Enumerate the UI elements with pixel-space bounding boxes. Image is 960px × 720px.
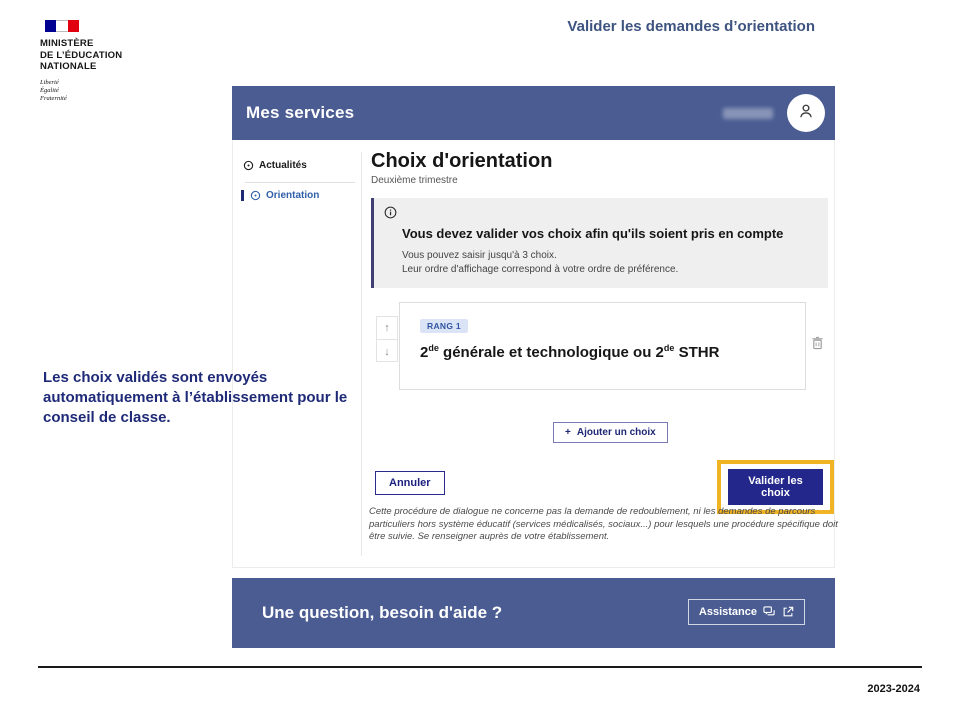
arrow-down-icon: ↓ xyxy=(384,345,390,358)
external-link-icon xyxy=(782,606,794,618)
help-question: Une question, besoin d'aide ? xyxy=(262,603,503,622)
motto-line: Égalité xyxy=(40,86,59,94)
arrow-up-icon: ↑ xyxy=(384,322,390,334)
sidebar-main-divider xyxy=(361,152,362,556)
slide-title: Valider les demandes d’orientation xyxy=(567,18,815,35)
plus-icon: + xyxy=(565,427,571,438)
sidebar-item-label: Orientation xyxy=(266,190,320,201)
cancel-button[interactable]: Annuler xyxy=(375,471,445,495)
delete-choice-button[interactable] xyxy=(811,336,824,355)
procedure-footnote: Cette procédure de dialogue ne concerne pas la demande de redoublement, ni les demandes de parcours particuliers hors système éducatif (services médicalisés, sociaux...) pour lesquels une procédure spécifique doit être suivie. Se renseigner auprès de votre établissement. xyxy=(369,506,838,542)
page-title: Choix d'orientation xyxy=(371,150,553,172)
reorder-controls xyxy=(376,316,398,362)
info-callout xyxy=(371,198,828,288)
chat-icon xyxy=(763,606,776,618)
app-content xyxy=(232,140,838,568)
callout-title: Vous devez valider vos choix afin qu'ils soient pris en compte xyxy=(402,226,784,241)
sidebar-item-actualites[interactable] xyxy=(243,160,307,171)
ministry-logo xyxy=(40,20,210,103)
school-year: 2023-2024 xyxy=(867,683,920,695)
sidebar-divider xyxy=(245,182,355,183)
sidebar-item-orientation[interactable] xyxy=(241,190,319,201)
motto xyxy=(40,79,210,103)
help-banner xyxy=(232,578,835,648)
footer-rule xyxy=(38,666,922,668)
app-screenshot xyxy=(232,86,838,648)
motto-line: Liberté xyxy=(40,78,59,86)
app-header xyxy=(232,86,835,140)
ministry-name xyxy=(40,38,210,73)
sidebar-item-label: Actualités xyxy=(259,160,307,171)
motto-line: Fraternité xyxy=(40,94,67,102)
page-subtitle: Deuxième trimestre xyxy=(371,175,458,186)
user-avatar[interactable] xyxy=(787,94,825,132)
info-icon xyxy=(384,206,397,224)
person-icon xyxy=(796,101,816,126)
ministry-line: DE L’ÉDUCATION xyxy=(40,49,123,61)
user-name-blurred xyxy=(723,108,773,119)
add-choice-button[interactable] xyxy=(553,422,668,443)
orientation-icon xyxy=(250,190,261,201)
move-up-button[interactable] xyxy=(377,317,397,340)
choice-label: 2de générale et technologique ou 2de STHR xyxy=(420,343,720,361)
add-choice-label: Ajouter un choix xyxy=(576,427,656,438)
choice-card xyxy=(399,302,806,390)
french-flag-icon xyxy=(45,20,79,32)
callout-line: Vous pouvez saisir jusqu'à 3 choix. xyxy=(402,250,557,261)
news-icon xyxy=(243,160,254,171)
move-down-button[interactable] xyxy=(377,340,397,363)
slide-annotation: Les choix validés sont envoyés automatiquement à l’établissement pour le conseil de classe. xyxy=(43,369,348,426)
ministry-line: MINISTÈRE xyxy=(40,38,94,49)
app-title: Mes services xyxy=(246,103,355,122)
assistance-label: Assistance xyxy=(698,606,757,618)
ministry-line: NATIONALE xyxy=(40,61,97,72)
assistance-button[interactable] xyxy=(688,599,805,625)
rank-badge: RANG 1 xyxy=(420,319,468,333)
validate-button[interactable]: Valider les choix xyxy=(728,469,823,505)
callout-line: Leur ordre d'affichage correspond à votre ordre de préférence. xyxy=(402,264,679,275)
